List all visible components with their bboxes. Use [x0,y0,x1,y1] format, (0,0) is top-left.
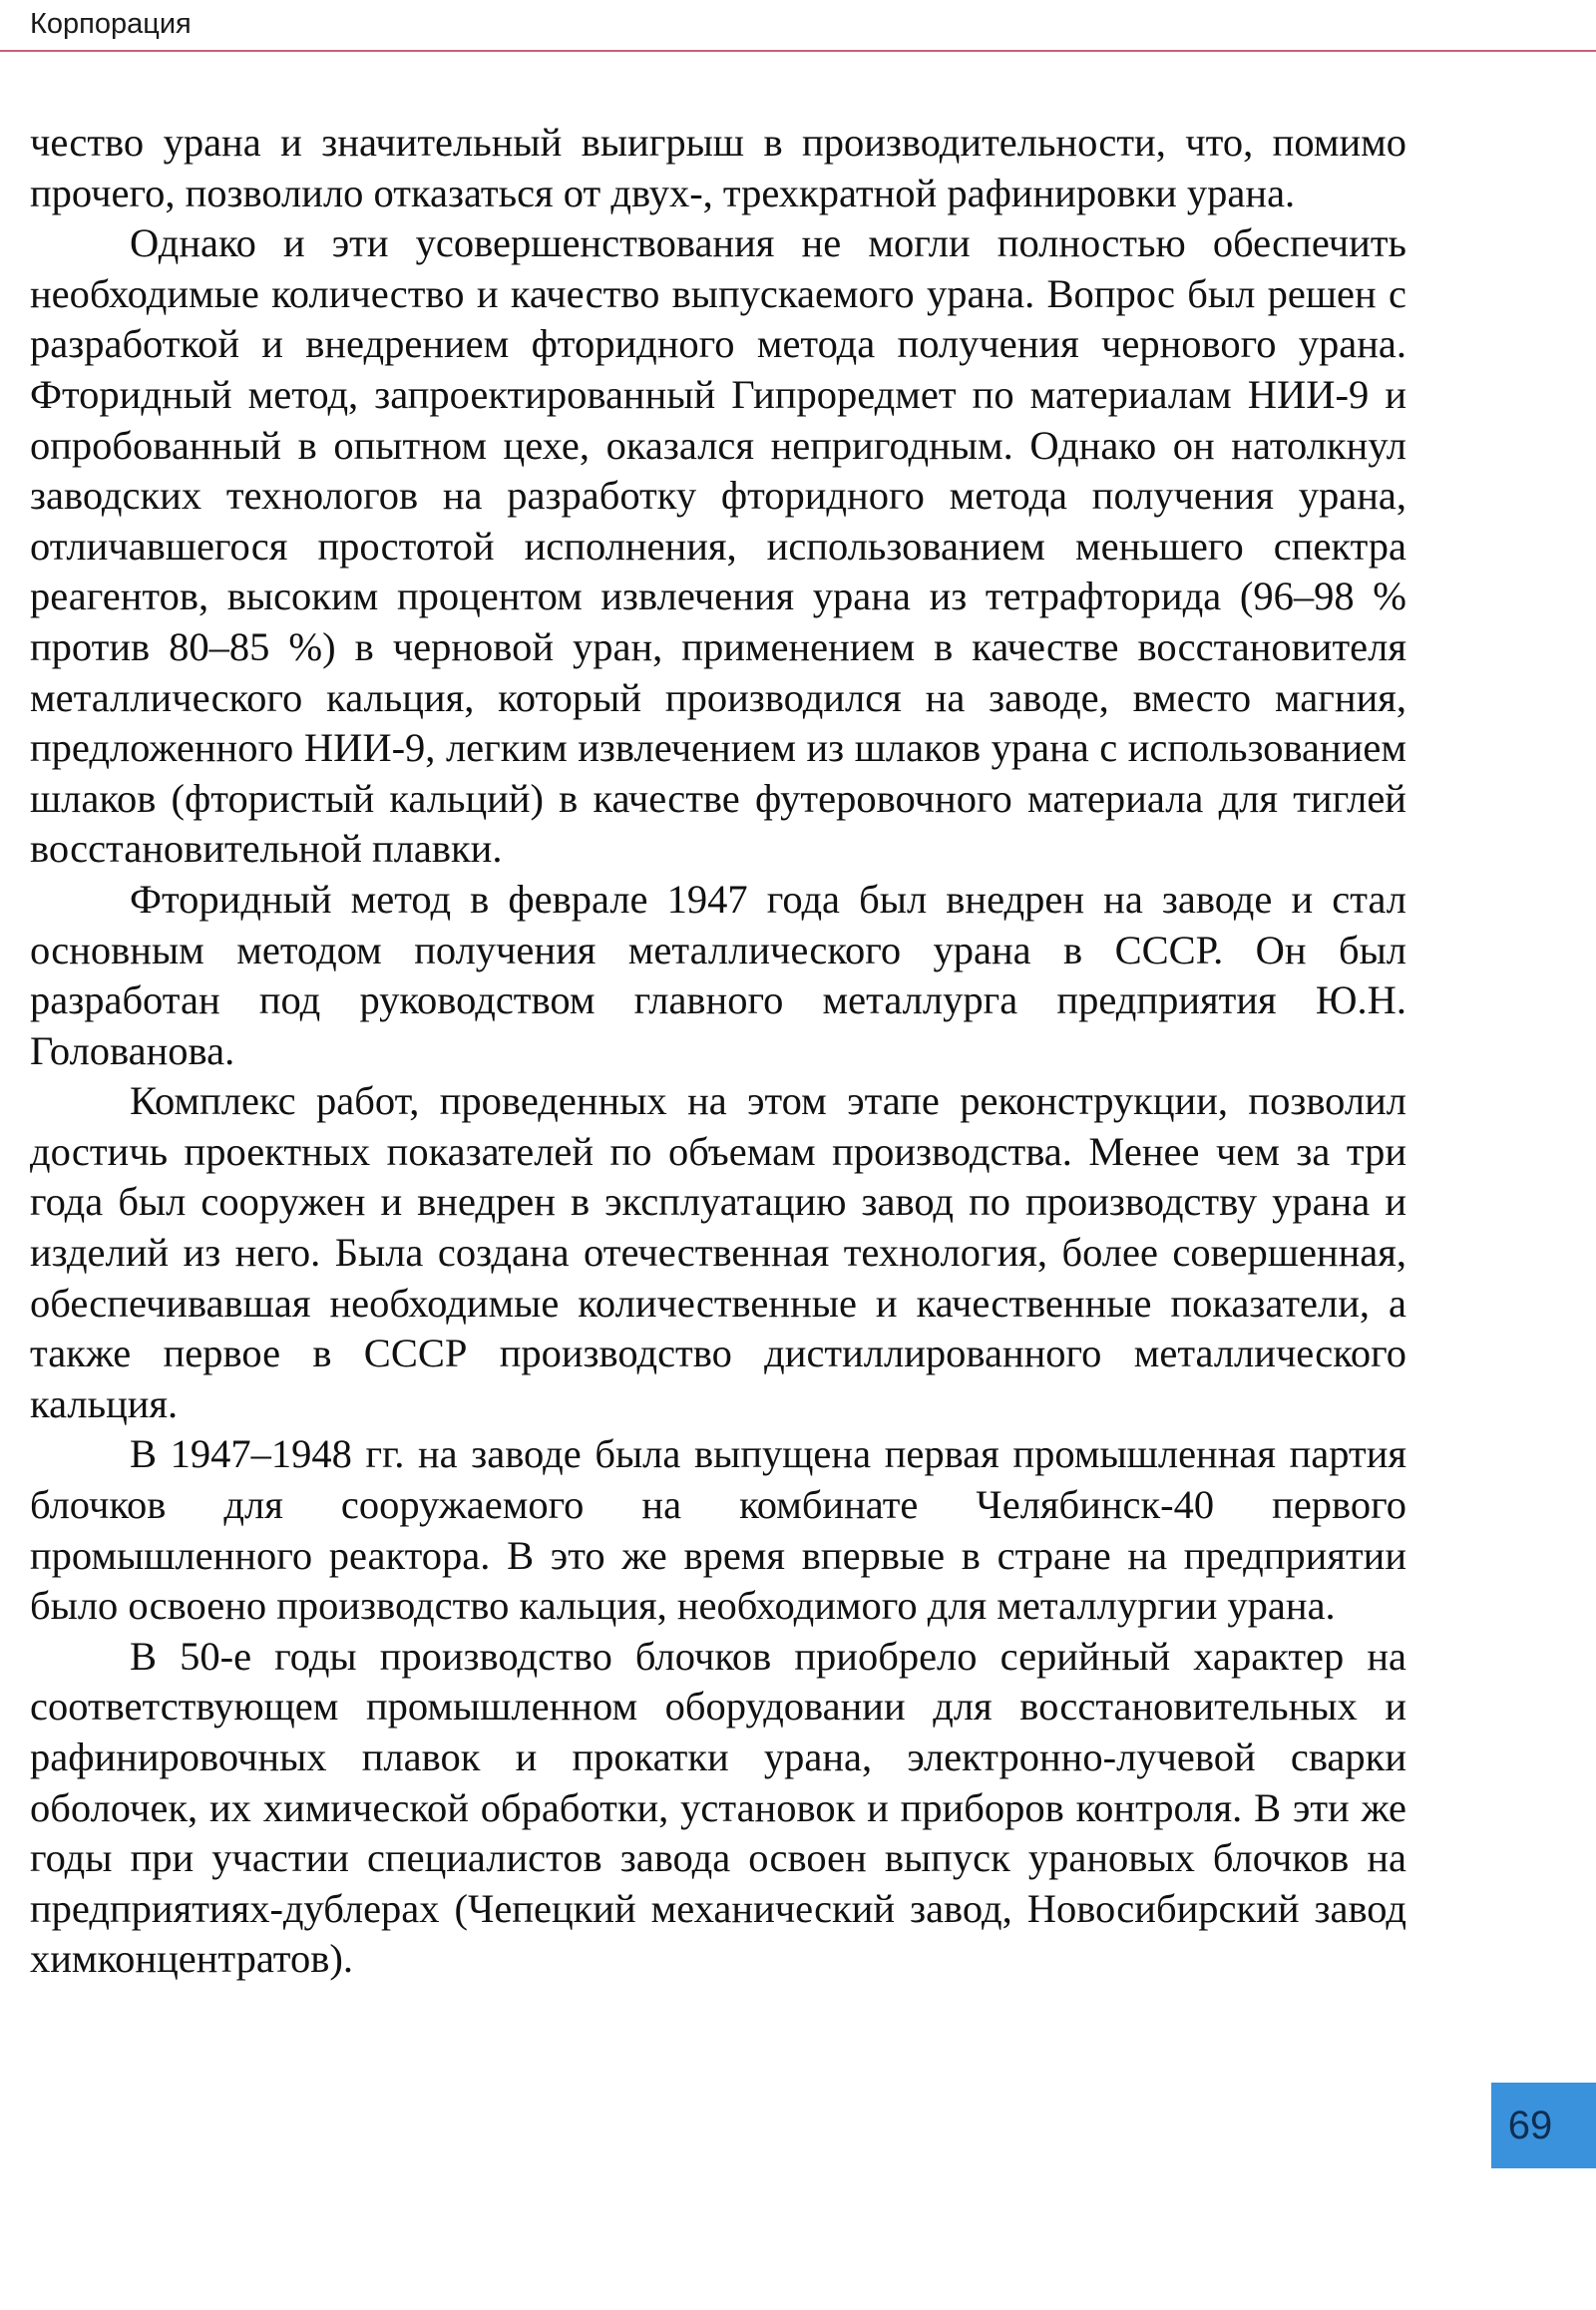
paragraph-reconstruction-results: Комплекс работ, проведенных на этом этапе реконструкции, позволил достичь проектных показателей по объемам производства. Менее чем за три года был сооружен и внедрен в эксплуатацию завод по производству урана и изделий из него. Была создана отечественная технология, более совершенная, обеспечивавшая необходимые количественные и качественные показатели, а также первое в СССР производство дистиллированного металлического кальция. [30,1078,1406,1426]
paragraph-1947-1948-production: В 1947–1948 гг. на заводе была выпущена первая промышленная партия блочков для сооружаемого на комбинате Челябинск-40 первого промышленного реактора. В это же время впервые в стране на предприятии было освоено производство кальция, необходимого для металлургии урана. [30,1431,1406,1629]
running-header-title: Корпорация [30,8,192,40]
paragraph-1950s-serial-production: В 50-е годы производство блочков приобрело серийный характер на соответствующем промышленном оборудовании для восстановительных и рафинировочных плавок и прокатки урана, электронно-лучевой сварки оболочек, их химической обработки, установок и приборов контроля. В эти же годы при участии специалистов завода освоен выпуск урановых блочков на предприятиях-дублерах (Чепецкий механический завод, Новосибирский завод химконцентратов). [30,1633,1406,1982]
page-number-tab [1491,2083,1596,2168]
page-number: 69 [1507,2104,1553,2147]
paragraph-1947-implementation: Фторидный метод в феврале 1947 года был внедрен на заводе и стал основным методом получения металлического урана в СССР. Он был разработан под руководством главного металлурга предприятия Ю.Н. Голованова. [30,876,1406,1073]
page-header [0,0,1596,56]
body-text [30,118,1406,1985]
header-divider [0,50,1596,52]
paragraph-continuation: чество урана и значительный выигрыш в производительности, что, помимо прочего, позволило отказаться от двух-, трехкратной рафинировки урана. [30,120,1406,215]
paragraph-fluoride-method: Однако и эти усовершенствования не могли полностью обеспечить необходимые количество и качество выпускаемого урана. Вопрос был решен с разработкой и внедрением фторидного метода получения чернового урана. Фторидный метод, запроектированный Гипроредмет по материалам НИИ-9 и опробованный в опытном цехе, оказался непригодным. Однако он натолкнул заводских технологов на разработку фторидного метода получения урана, отличавшегося простотой исполнения, использованием меньшего спектра реагентов, высоким процентом извлечения урана из тетрафторида (96–98 % против 80–85 %) в черновой уран, применением в качестве восстановителя металлического кальция, который производился на заводе, вместо магния, предложенного НИИ-9, легким извлечением из шлаков урана с использованием шлаков (фтористый кальций) в качестве футеровочного материала для тиглей восстановительной плавки. [30,220,1406,872]
